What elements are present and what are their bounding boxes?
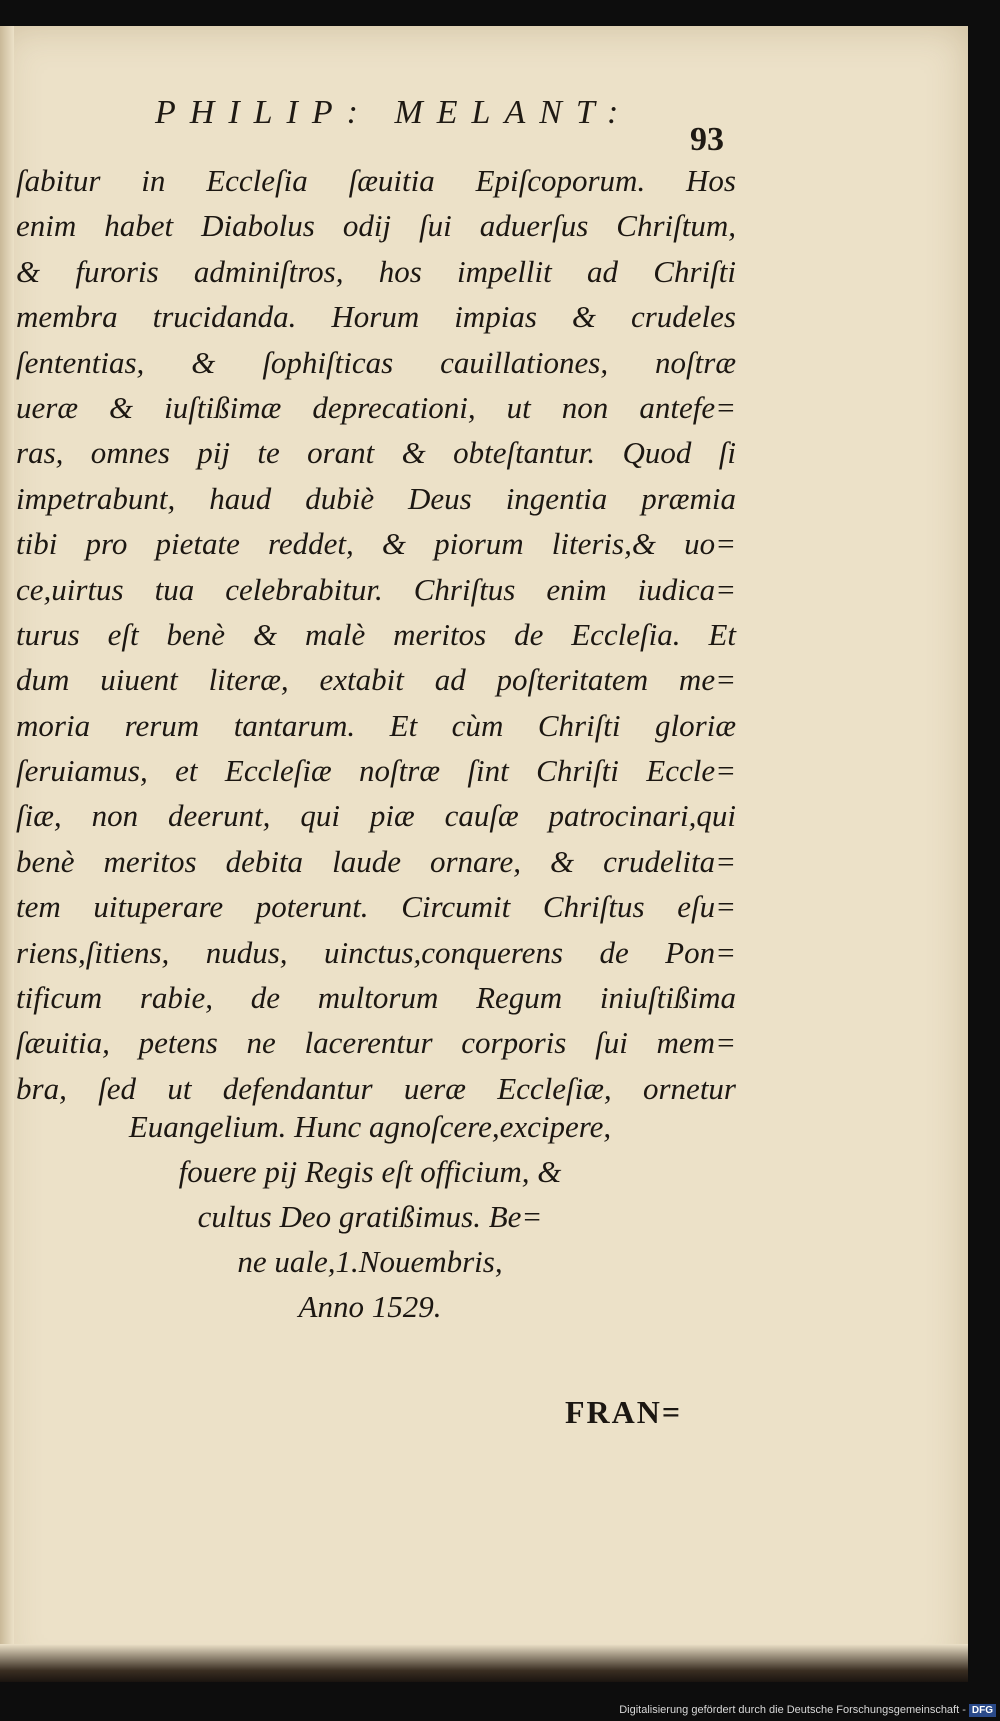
text-line: bra, ſed ut defendantur ueræ Eccleſiæ, ornetur <box>16 1070 736 1106</box>
closing-line: cultus Deo gratißimus. Be= <box>197 1199 543 1234</box>
body-text <box>16 158 736 1111</box>
catchword: FRAN= <box>565 1394 683 1430</box>
closing-line: Anno 1529. <box>298 1289 442 1324</box>
closing-line: Euangelium. Hunc agnoſcere,excipere, <box>128 1109 612 1144</box>
running-head: PHILIP: MELANT: <box>155 94 633 131</box>
text-line: tificum rabie, de multorum Regum iniuſtißima <box>16 980 736 1016</box>
text-line: ueræ & iuſtißimæ deprecationi, ut non antefe= <box>16 389 736 425</box>
text-line: turus eſt benè & malè meritos de Eccleſia. Et <box>16 616 736 652</box>
text-line: & furoris adminiſtros, hos impellit ad Chriſti <box>16 253 736 289</box>
text-line: ſabitur in Eccleſia ſæuitia Epiſcoporum. Hos <box>16 163 736 198</box>
text-line: tem uituperare poterunt. Circumit Chriſtus eſu= <box>16 889 736 925</box>
text-line: ſeruiamus, et Eccleſiæ noſtræ ſint Chriſti Eccle= <box>16 753 736 789</box>
page-gutter-shadow <box>0 26 14 1682</box>
credit-text: Digitalisierung gefördert durch die Deutsche Forschungsgemeinschaft - <box>619 1704 966 1716</box>
page-number: 93 <box>690 121 724 158</box>
text-line: ce,uirtus tua celebrabitur. Chriſtus enim iudica= <box>16 571 736 607</box>
text-line: membra trucidanda. Horum impias & crudeles <box>16 299 736 335</box>
text-line: moria rerum tantarum. Et cùm Chriſti gloriæ <box>16 707 736 743</box>
text-line: ras, omnes pij te orant & obteſtantur. Quod ſi <box>16 435 736 471</box>
digitization-credit <box>619 1704 996 1717</box>
page-bottom-edge <box>0 1644 968 1682</box>
closing-line: fouere pij Regis eſt officium, & <box>178 1154 562 1189</box>
closing-block <box>30 1104 710 1329</box>
text-line: impetrabunt, haud dubiè Deus ingentia præmia <box>16 480 736 516</box>
dfg-logo: DFG <box>969 1704 996 1717</box>
text-line: tibi pro pietate reddet, & piorum literis,& uo= <box>16 526 736 562</box>
text-line: dum uiuent literæ, extabit ad poſteritatem me= <box>16 662 736 698</box>
book-page <box>0 26 968 1682</box>
text-line: ſententias, & ſophiſticas cauillationes, noſtræ <box>16 344 736 380</box>
text-line: ſæuitia, petens ne lacerentur corporis ſui mem= <box>16 1025 736 1061</box>
text-line: benè meritos debita laude ornare, & crudelita= <box>16 843 736 879</box>
text-line: enim habet Diabolus odij ſui aduerſus Chriſtum, <box>16 208 736 244</box>
closing-line: ne uale,1.Nouembris, <box>237 1244 503 1279</box>
text-line: ſiæ, non deerunt, qui piæ cauſæ patrocinari,qui <box>16 798 736 834</box>
text-line: riens,ſitiens, nudus, uinctus,conquerens de Pon= <box>16 934 736 970</box>
